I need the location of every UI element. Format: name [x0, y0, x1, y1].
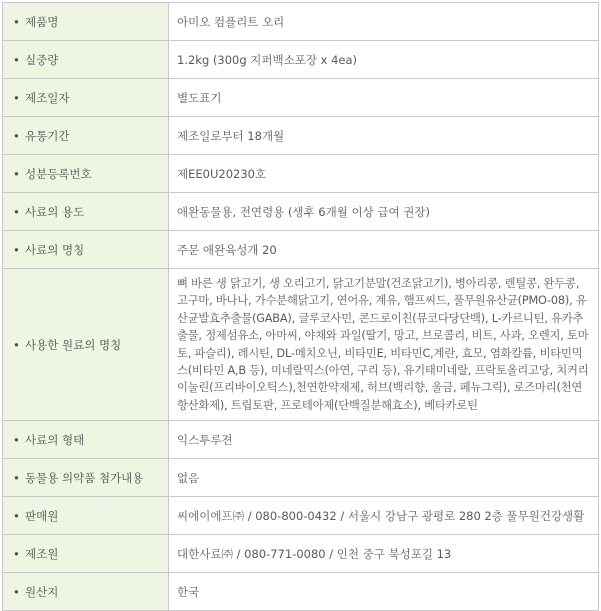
row-label — [3, 231, 169, 269]
row-label — [3, 421, 169, 459]
table-row — [3, 79, 599, 117]
bullet: • — [13, 470, 20, 485]
table-row — [3, 421, 599, 459]
product-spec-table — [2, 2, 599, 611]
bullet: • — [13, 90, 20, 105]
row-value: 씨에이에프㈜ / 080-800-0432 / 서울시 강남구 광평로 280 2층 풀무원건강생활 — [169, 497, 599, 535]
row-label-text: 판매원 — [25, 508, 59, 523]
table-row — [3, 41, 599, 79]
row-label-text: 제조원 — [25, 546, 59, 561]
row-label — [3, 155, 169, 193]
row-label-text: 동물용 의약품 첨가내용 — [25, 470, 144, 485]
row-value: 별도표기 — [169, 79, 599, 117]
row-value: 제EE0U20230호 — [169, 155, 599, 193]
table-row — [3, 459, 599, 497]
row-value: 아미오 컴플리트 오리 — [169, 3, 599, 41]
row-label-text: 사료의 형태 — [25, 432, 85, 447]
row-label-text: 성분등록번호 — [25, 166, 92, 181]
table-row — [3, 3, 599, 41]
row-label-text: 원산지 — [25, 584, 59, 599]
row-label — [3, 41, 169, 79]
table-row — [3, 193, 599, 231]
bullet: • — [13, 432, 20, 447]
bullet: • — [13, 508, 20, 523]
row-value: 제조일로부터 18개월 — [169, 117, 599, 155]
row-label — [3, 459, 169, 497]
table-row — [3, 231, 599, 269]
bullet: • — [13, 128, 20, 143]
row-value: 대한사료㈜ / 080-771-0080 / 인천 중구 북성포길 13 — [169, 535, 599, 573]
row-value: 애완동물용, 전연령용 (생후 6개월 이상 급여 권장) — [169, 193, 599, 231]
bullet: • — [13, 546, 20, 561]
table-row — [3, 535, 599, 573]
table-row — [3, 117, 599, 155]
row-label — [3, 497, 169, 535]
table-row — [3, 573, 599, 611]
row-label — [3, 79, 169, 117]
row-label-text: 유통기간 — [25, 128, 70, 143]
bullet: • — [13, 52, 20, 67]
row-value: 한국 — [169, 573, 599, 611]
row-label-text: 제품명 — [25, 14, 59, 29]
row-label — [3, 193, 169, 231]
table-row — [3, 269, 599, 421]
bullet: • — [13, 204, 20, 219]
row-label-text: 사료의 용도 — [25, 204, 85, 219]
row-value: 주문 애완육성개 20 — [169, 231, 599, 269]
row-label-text: 실중량 — [25, 52, 59, 67]
row-label — [3, 269, 169, 421]
row-label — [3, 535, 169, 573]
bullet: • — [13, 584, 20, 599]
bullet: • — [13, 337, 20, 352]
bullet: • — [13, 166, 20, 181]
row-label — [3, 117, 169, 155]
row-value: 익스투루젼 — [169, 421, 599, 459]
product-spec-table-container — [2, 2, 599, 611]
row-value: 없음 — [169, 459, 599, 497]
row-label-text: 사료의 명칭 — [25, 242, 85, 257]
row-label — [3, 573, 169, 611]
row-label-text: 제조일자 — [25, 90, 70, 105]
table-row — [3, 497, 599, 535]
row-value-ingredients: 뼈 바른 생 닭고기, 생 오리고기, 닭고기분말(건조닭고기), 병아리콩, 렌틸콩, 완두콩, 고구마, 바나나, 가수분해닭고기, 연어유, 계유, 햄프씨드, 풀무원유산균(PMO-08), 유산균발효추출물(GABA), 글루코사민, 콘드로이친(뮤코다당단백), L-카르니틴, 유카추출물, 정제섬유소, 아마씨, 야채와 과일(딸기, 망고, 브로콜리, 비트, 사과, 오렌지, 토마토, 파슬리), 레시틴, DL-메치오닌, 비타민E, 비타민C,계란, 효모, 염화칼륨, 비타민믹스(비타민 A,B 등), 미네랄믹스(아연, 구리 등), 유기태미네랄, 프락토올리고당, 치커리이눌린(프리바이오틱스),천연한약재제, 허브(백리향, 울금, 페뉴그릭), 로즈마리(천연항산화제), 트립토판, 프로테아제(단백질분해효소), 베타카로틴 — [169, 269, 599, 421]
row-label-text: 사용한 원료의 명칭 — [25, 337, 122, 352]
row-value: 1.2kg (300g 지퍼백소포장 x 4ea) — [169, 41, 599, 79]
bullet: • — [13, 14, 20, 29]
row-label — [3, 3, 169, 41]
bullet: • — [13, 242, 20, 257]
table-row — [3, 155, 599, 193]
